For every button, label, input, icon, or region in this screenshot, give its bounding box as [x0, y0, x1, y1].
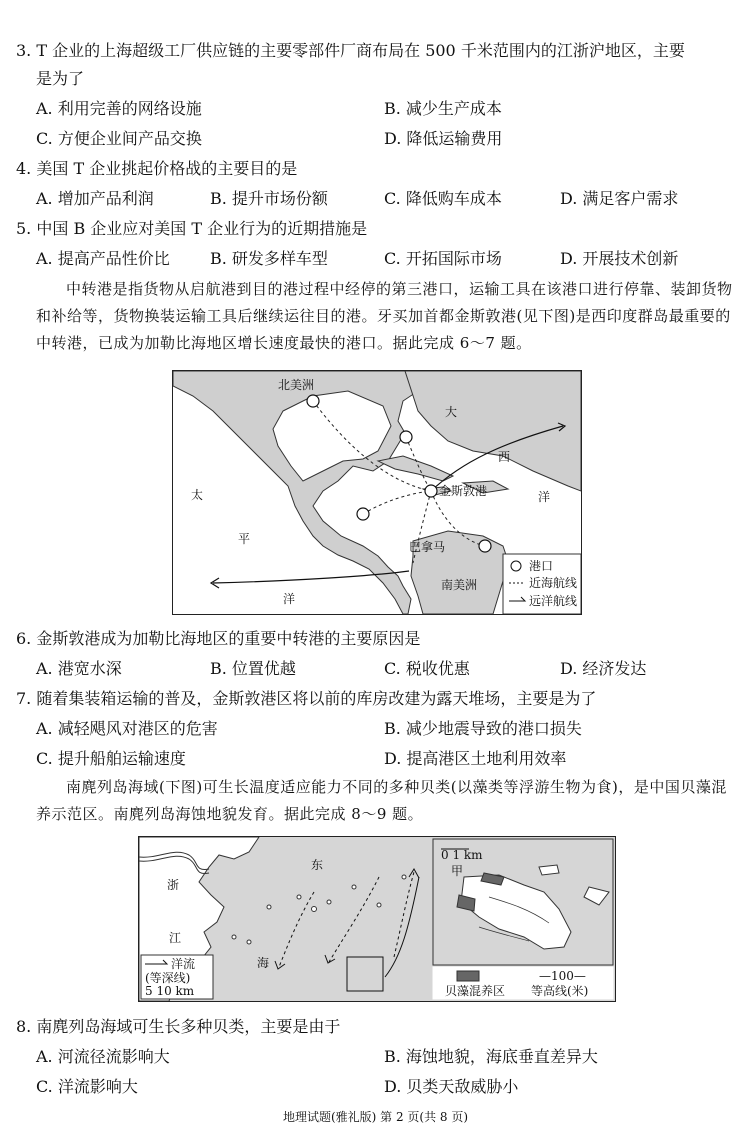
- q3-option-a: A. 利用完善的网络设施: [36, 99, 202, 118]
- q8-option-a: A. 河流径流影响大: [36, 1047, 170, 1066]
- q5-option-d: D. 开展技术创新: [560, 249, 679, 268]
- label-pacific-3: 洋: [283, 592, 296, 606]
- island-dot: [312, 907, 317, 912]
- island-dot: [267, 905, 271, 909]
- legend-contour-label: 等高线(米): [531, 984, 589, 998]
- caribbean-map: [172, 370, 582, 615]
- q8-stem: 8. 南麂列岛海域可生长多种贝类，主要是由于: [16, 1017, 341, 1036]
- passage-nanji: 南麂列岛海域(下图)可生长温度适应能力不同的多种贝类(以藻类等浮游生物为食)，是中国贝藻混养示范区。南麂列岛海蚀地貌发育。据此完成 8～9 题。: [36, 778, 727, 823]
- passage-kingston: 中转港是指货物从启航港到目的港过程中经停的第三港口，运输工具在该港口进行停靠、装卸货物和补给等，货物换装运输工具后继续运往目的港。牙买加首都金斯敦港(见下图)是西印度群岛最重要的中转港，已成为加勒比海地区增长速度最快的港口。据此完成 6～7 题。: [36, 280, 733, 352]
- nanji-map: [138, 836, 616, 1002]
- label-jia: 甲: [451, 864, 464, 878]
- q6-option-a: A. 港宽水深: [36, 659, 122, 678]
- label-dong: 东: [311, 858, 324, 872]
- port-marker-kingston: [425, 485, 437, 497]
- q3-option-b: B. 减少生产成本: [384, 99, 502, 118]
- label-hai: 海: [257, 956, 270, 970]
- q3-stem-line2: 是为了: [36, 69, 85, 88]
- label-kingston: 金斯敦港: [439, 484, 488, 498]
- port-marker: [307, 395, 319, 407]
- label-pacific-2: 平: [238, 532, 251, 546]
- caribbean-map-svg: [173, 371, 581, 614]
- label-atlantic-1: 大: [445, 405, 458, 419]
- q7-option-c: C. 提升船舶运输速度: [36, 749, 186, 768]
- scale-left-label: 5 10 km: [145, 984, 195, 998]
- q8-option-b: B. 海蚀地貌，海底垂直差异大: [384, 1047, 598, 1066]
- q4-stem: 4. 美国 T 企业挑起价格战的主要目的是: [16, 159, 298, 178]
- q5-stem: 5. 中国 B 企业应对美国 T 企业行为的近期措施是: [16, 219, 368, 238]
- q8-option-d: D. 贝类天敌威胁小: [384, 1077, 519, 1096]
- q5-option-a: A. 提高产品性价比: [36, 249, 170, 268]
- q3-stem-line1: 3. T 企业的上海超级工厂供应链的主要零部件厂商布局在 500 千米范围内的江浙沪地区，主要: [16, 41, 685, 60]
- label-north-america: 北美洲: [278, 378, 315, 392]
- island-dot: [377, 903, 381, 907]
- island-dot: [402, 875, 406, 879]
- legend-current-label: 洋流: [171, 957, 196, 971]
- label-jiang: 江: [169, 931, 182, 945]
- port-marker: [357, 508, 369, 520]
- q3-option-c: C. 方便企业间产品交换: [36, 129, 202, 148]
- label-zhe: 浙: [167, 878, 180, 892]
- legend-port-icon: [511, 561, 521, 571]
- q7-option-d: D. 提高港区土地利用效率: [384, 749, 567, 768]
- island-dot: [327, 900, 331, 904]
- q3-option-d: D. 降低运输费用: [384, 129, 503, 148]
- port-marker: [400, 431, 412, 443]
- label-pacific-1: 太: [191, 488, 204, 502]
- island-dot: [352, 885, 356, 889]
- legend-coastal-label: 近海航线: [529, 576, 578, 590]
- q4-option-b: B. 提升市场份额: [210, 189, 328, 208]
- island-dot: [232, 935, 236, 939]
- q6-option-c: C. 税收优惠: [384, 659, 470, 678]
- q5-option-b: B. 研发多样车型: [210, 249, 328, 268]
- label-south-america: 南美洲: [441, 578, 478, 592]
- q7-option-a: A. 减轻飓风对港区的危害: [36, 719, 218, 738]
- legend-ocean-label: 远洋航线: [529, 594, 578, 608]
- nanji-map-svg: [139, 837, 615, 1001]
- legend-contour-symbol: —100—: [539, 969, 586, 983]
- label-panama: 巴拿马: [409, 540, 446, 554]
- island-dot: [297, 895, 301, 899]
- q7-stem: 7. 随着集装箱运输的普及，金斯敦港区将以前的库房改建为露天堆场，主要是为了: [16, 689, 597, 708]
- legend-farm-icon: [457, 971, 479, 981]
- inset-islet: [539, 865, 559, 875]
- legend-port-label: 港口: [529, 559, 554, 573]
- q6-stem: 6. 金斯敦港成为加勒比海地区的重要中转港的主要原因是: [16, 629, 421, 648]
- q6-option-b: B. 位置优越: [210, 659, 296, 678]
- scale-right-label: 0 1 km: [441, 848, 483, 862]
- q5-option-c: C. 开拓国际市场: [384, 249, 502, 268]
- legend-farm-label: 贝藻混养区: [445, 984, 506, 998]
- legend-isobath-label: (等深线): [145, 971, 191, 985]
- island-dot: [247, 940, 251, 944]
- q6-option-d: D. 经济发达: [560, 659, 647, 678]
- label-atlantic-3: 洋: [538, 490, 551, 504]
- label-atlantic-2: 西: [498, 450, 511, 464]
- q4-option-a: A. 增加产品利润: [36, 189, 154, 208]
- q8-option-c: C. 洋流影响大: [36, 1077, 138, 1096]
- q4-option-c: C. 降低购车成本: [384, 189, 502, 208]
- page-footer: 地理试题(雅礼版) 第 2 页(共 8 页): [282, 1110, 469, 1124]
- q4-option-d: D. 满足客户需求: [560, 189, 679, 208]
- q7-option-b: B. 减少地震导致的港口损失: [384, 719, 582, 738]
- port-marker: [479, 540, 491, 552]
